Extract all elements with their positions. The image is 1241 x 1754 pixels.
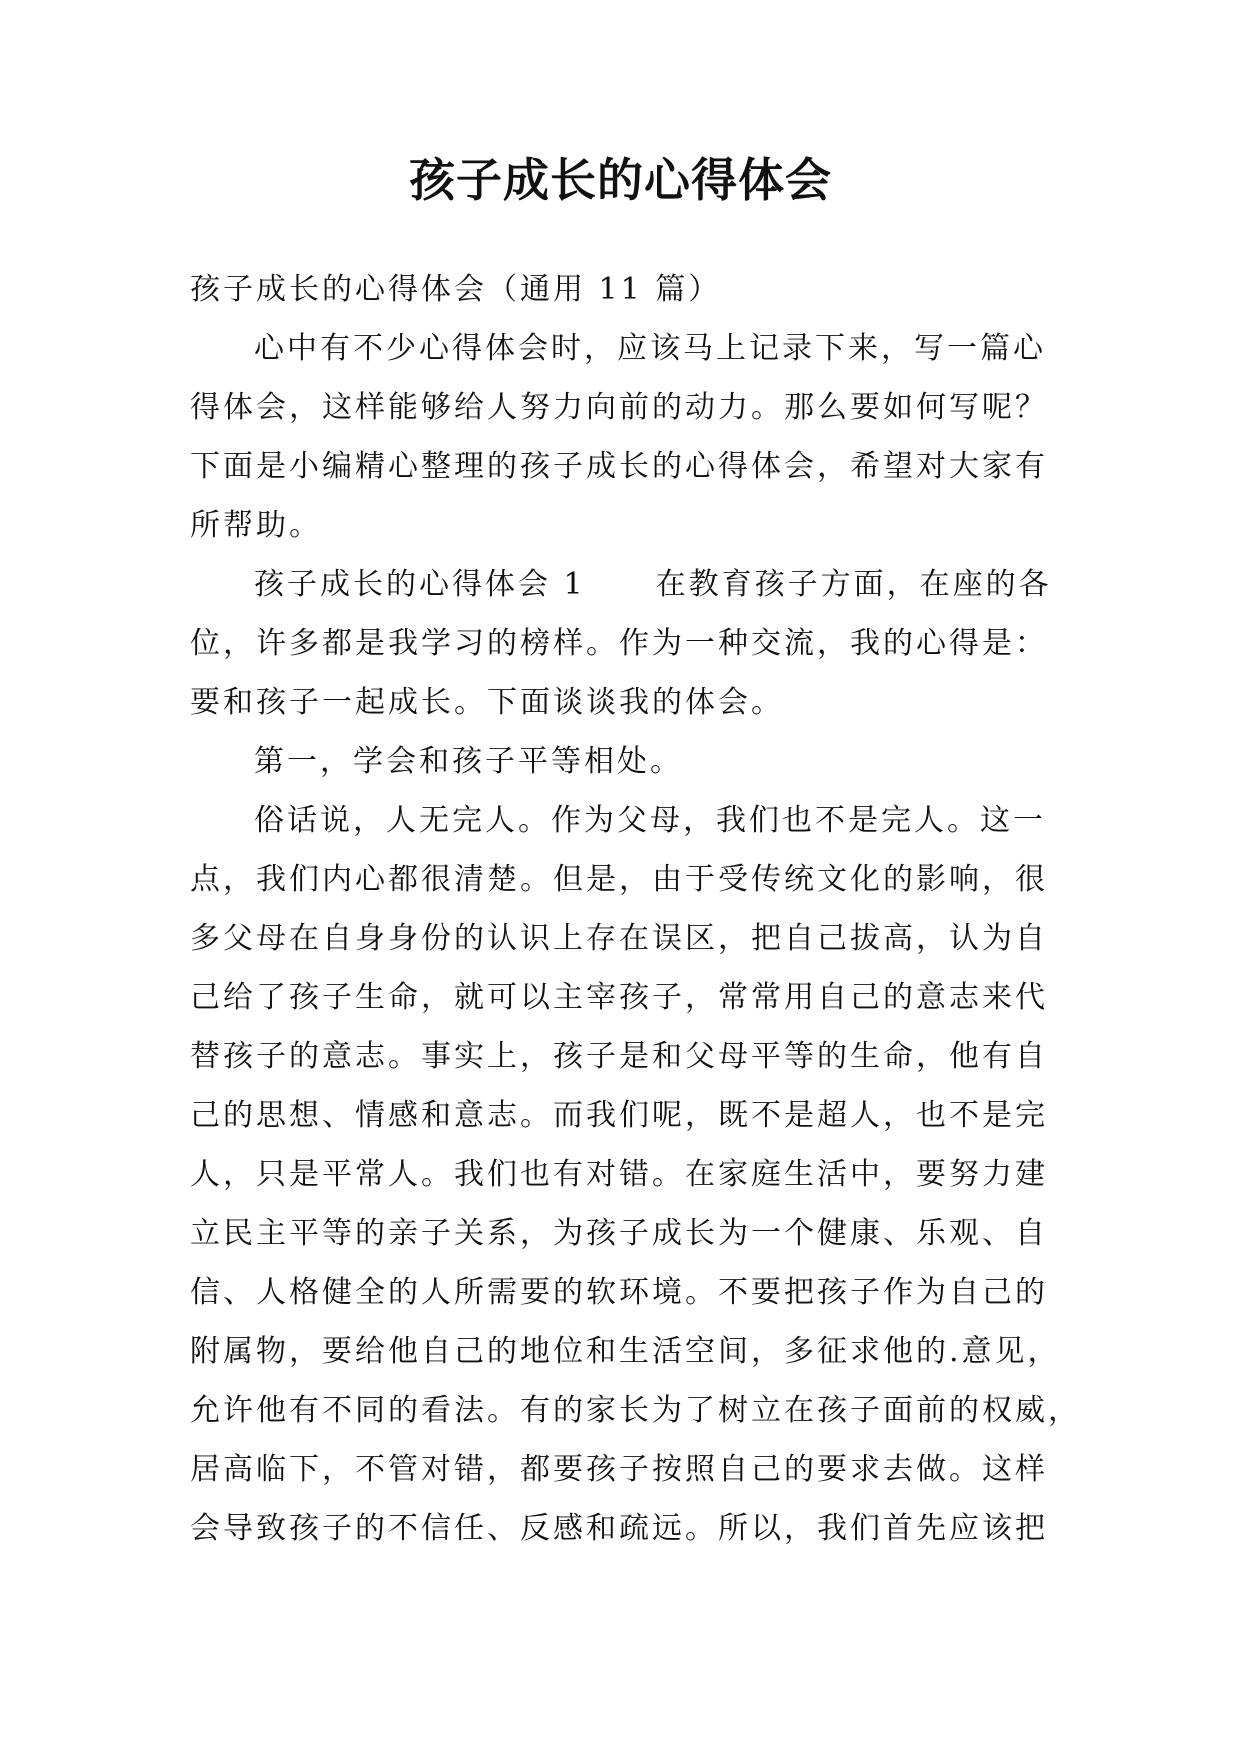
paragraph-line: 得体会，这样能够给人努力向前的动力。那么要如何写呢？ bbox=[190, 390, 1048, 425]
paragraph-line: 己给了孩子生命，就可以主宰孩子，常常用自己的意志来代 bbox=[190, 980, 1048, 1015]
paragraph-line: 点，我们内心都很清楚。但是，由于受传统文化的影响，很 bbox=[190, 862, 1048, 897]
paragraph-line: 多父母在自身身份的认识上存在误区，把自己拔高，认为自 bbox=[190, 921, 1048, 956]
paragraph-line: 己的思想、情感和意志。而我们呢，既不是超人，也不是完 bbox=[190, 1098, 1048, 1133]
paragraph-line: 位，许多都是我学习的榜样。作为一种交流，我的心得是： bbox=[190, 626, 1048, 661]
paragraph-line: 立民主平等的亲子关系，为孩子成长为一个健康、乐观、自 bbox=[190, 1216, 1048, 1251]
document-title: 孩子成长的心得体会 bbox=[409, 153, 832, 207]
paragraph-line: 心中有不少心得体会时，应该马上记录下来，写一篇心 bbox=[254, 331, 1046, 366]
subtitle-line: 孩子成长的心得体会（通用 11 篇） bbox=[190, 272, 722, 307]
paragraph-line: 下面是小编精心整理的孩子成长的心得体会，希望对大家有 bbox=[190, 449, 1048, 484]
paragraph-line: 信、人格健全的人所需要的软环境。不要把孩子作为自己的 bbox=[190, 1275, 1048, 1310]
point-heading-line: 第一，学会和孩子平等相处。 bbox=[254, 744, 683, 779]
paragraph-line: 附属物，要给他自己的地位和生活空间，多征求他的.意见， bbox=[190, 1334, 1061, 1369]
paragraph-line: 人，只是平常人。我们也有对错。在家庭生活中，要努力建 bbox=[190, 1157, 1048, 1192]
paragraph-line: 会导致孩子的不信任、反感和疏远。所以，我们首先应该把 bbox=[190, 1511, 1048, 1546]
paragraph-line: 要和孩子一起成长。下面谈谈我的体会。 bbox=[190, 685, 784, 720]
paragraph-line: 替孩子的意志。事实上，孩子是和父母平等的生命，他有自 bbox=[190, 1039, 1048, 1074]
document-body bbox=[190, 260, 1081, 1558]
paragraph-line: 俗话说，人无完人。作为父母，我们也不是完人。这一 bbox=[254, 803, 1046, 838]
paragraph-line: 居高临下，不管对错，都要孩子按照自己的要求去做。这样 bbox=[190, 1452, 1048, 1487]
paragraph-line: 允许他有不同的看法。有的家长为了树立在孩子面前的权威， bbox=[190, 1393, 1081, 1428]
section-heading: 孩子成长的心得体会 1 bbox=[254, 567, 586, 602]
section-first-text: 在教育孩子方面，在座的各 bbox=[655, 567, 1052, 602]
paragraph-line: 所帮助。 bbox=[190, 508, 322, 543]
section-heading-line bbox=[190, 555, 1060, 614]
